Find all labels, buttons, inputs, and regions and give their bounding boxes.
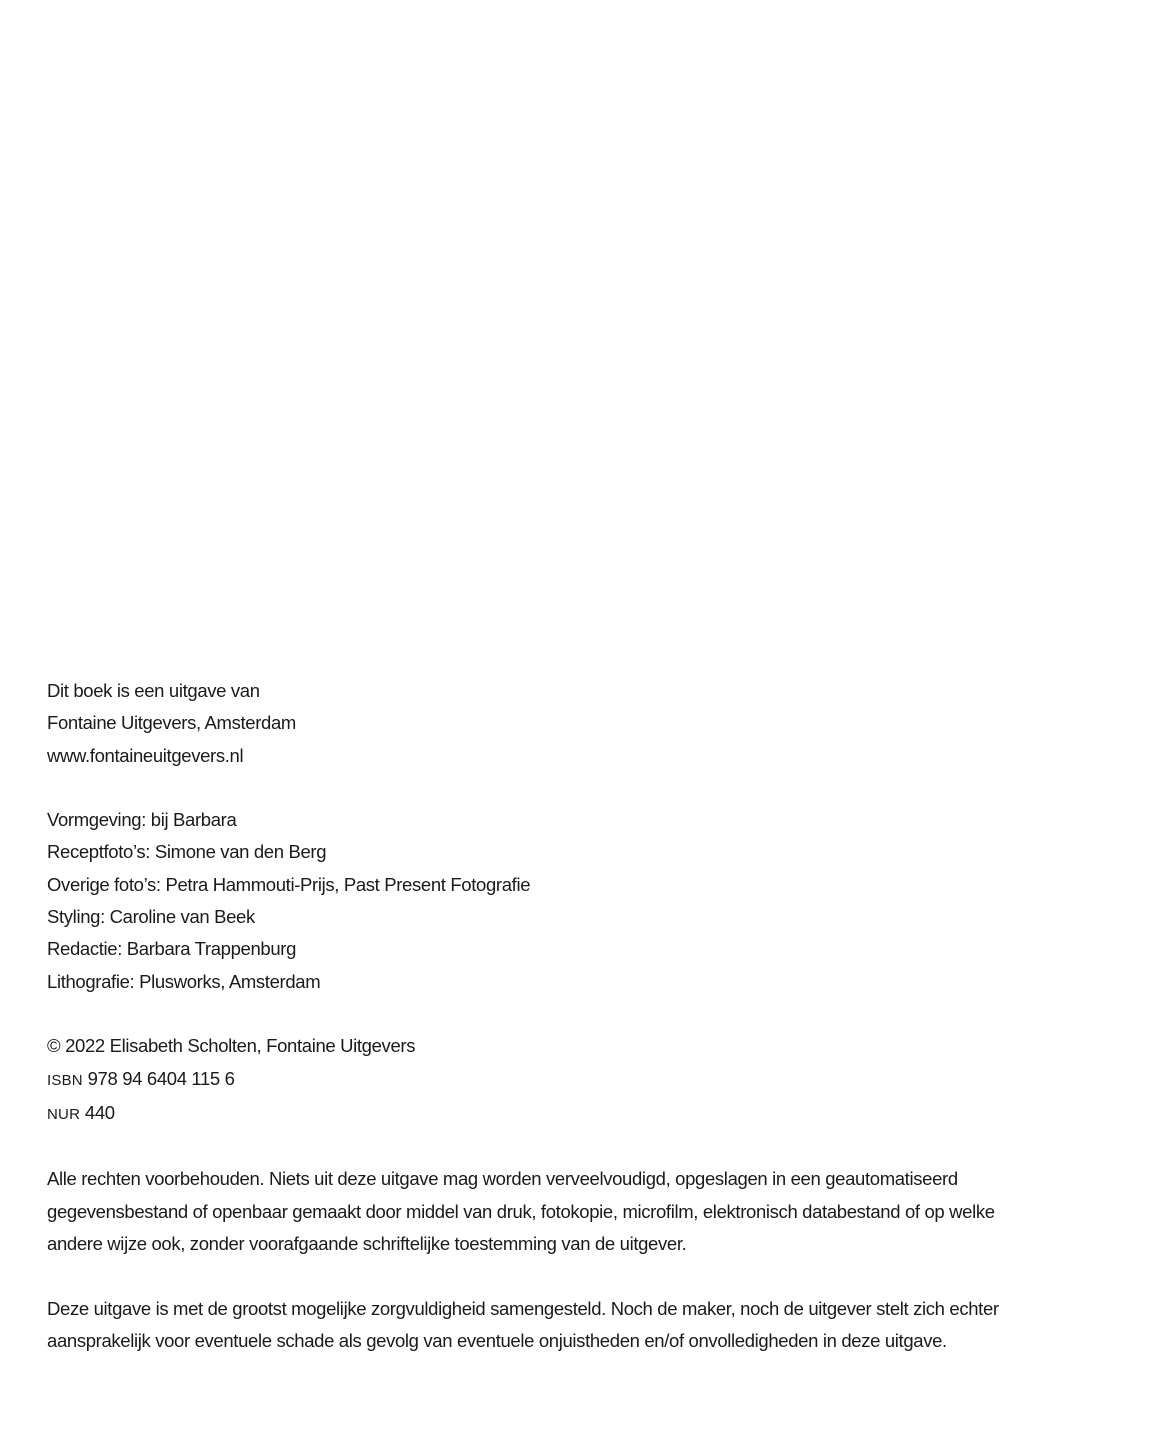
isbn-value: 978 94 6404 115 6 [87,1067,235,1089]
publisher-intro: Dit boek is een uitgave van [47,680,260,701]
rights-block [47,1030,1047,1131]
nur-label: NUR [47,1105,81,1123]
rights-reserved-paragraph [47,1163,1047,1260]
credit-design: Vormgeving: bij Barbara [47,809,237,831]
rights-reserved-line-2: gegevensbestand of openbaar gemaakt door middel van druk, fotokopie, microfilm, elektronisch databestand of op welke [47,1200,995,1222]
isbn-line [47,1063,1047,1097]
rights-reserved-line-3: andere wijze ook, zonder voorafgaande schriftelijke toestemming van de uitgever. [47,1233,687,1255]
copyright-notice: © 2022 Elisabeth Scholten, Fontaine Uitgevers [47,1035,416,1057]
nur-value: 440 [84,1101,115,1123]
isbn-label: ISBN [47,1071,83,1089]
credit-other-photos: Overige foto’s: Petra Hammouti-Prijs, Past Present Fotografie [47,873,531,895]
disclaimer-paragraph [47,1293,1047,1358]
credit-recipe-photos: Receptfoto’s: Simone van den Berg [47,841,327,863]
credit-editing: Redactie: Barbara Trappenburg [47,938,297,960]
credit-styling: Styling: Caroline van Beek [47,906,255,928]
publisher-block [47,675,1047,772]
disclaimer-line-1: Deze uitgave is met de grootst mogelijke zorgvuldigheid samengesteld. Noch de maker, noch de uitgever stelt zich echter [47,1297,999,1319]
publisher-name: Fontaine Uitgevers, Amsterdam [47,712,296,734]
credit-lithography: Lithografie: Plusworks, Amsterdam [47,970,321,992]
rights-reserved-line-1: Alle rechten voorbehouden. Niets uit deze uitgave mag worden verveelvoudigd, opgeslagen in een geautomatiseerd [47,1168,958,1190]
colophon [47,675,1047,1357]
credits-block [47,804,1047,998]
disclaimer-line-2: aansprakelijk voor eventuele schade als gevolg van eventuele onjuistheden en/of onvolledigheden in deze uitgave. [47,1329,947,1351]
nur-line [47,1097,1047,1131]
publisher-website: www.fontaineuitgevers.nl [47,744,244,766]
